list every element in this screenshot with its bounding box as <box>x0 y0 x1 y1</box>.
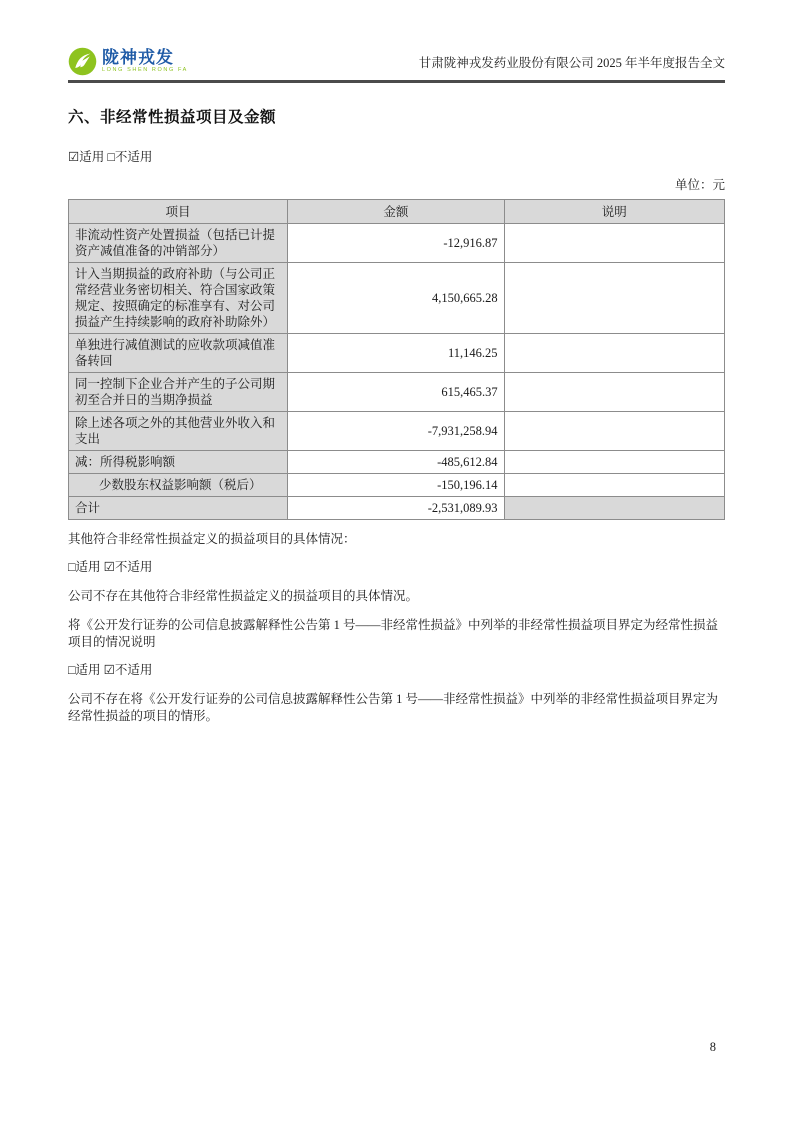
reclassification-applicability: □适用 ☑不适用 <box>68 663 153 677</box>
amount-cell: 4,150,665.28 <box>288 263 504 334</box>
table-row <box>69 474 725 497</box>
other-items-applicability: □适用 ☑不适用 <box>68 560 153 574</box>
note-cell <box>504 334 724 373</box>
table-row <box>69 412 725 451</box>
col-header-amount: 金额 <box>288 200 504 224</box>
table-row <box>69 224 725 263</box>
section-applicability: ☑适用 □不适用 <box>68 150 153 164</box>
note-cell <box>504 224 724 263</box>
table-row <box>69 451 725 474</box>
other-items-heading: 其他符合非经常性损益定义的损益项目的具体情况： <box>68 532 356 546</box>
note-cell <box>504 412 724 451</box>
table-header-row <box>69 200 725 224</box>
brand-subtitle: LONG SHEN RONG FA <box>102 67 188 74</box>
amount-cell: -12,916.87 <box>288 224 504 263</box>
note-cell <box>504 451 724 474</box>
brand-name: 陇神戎发 <box>102 48 174 68</box>
note-cell <box>504 263 724 334</box>
amount-cell: 11,146.25 <box>288 334 504 373</box>
company-logo <box>68 47 188 76</box>
item-cell: 合计 <box>69 497 288 520</box>
col-header-item: 项目 <box>69 200 288 224</box>
page-header <box>68 45 725 83</box>
item-cell: 单独进行减值测试的应收款项减值准备转回 <box>69 334 288 373</box>
other-items-statement: 公司不存在其他符合非经常性损益定义的损益项目的具体情况。 <box>68 589 419 603</box>
table-row <box>69 334 725 373</box>
reclassification-statement: 公司不存在将《公开发行证券的公司信息披露解释性公告第 1 号——非经常性损益》中列举的非经常性损益项目界定为经常性损益的项目的情形。 <box>68 692 719 723</box>
amount-cell: 615,465.37 <box>288 373 504 412</box>
item-cell: 减：所得税影响额 <box>69 451 288 474</box>
amount-cell: -7,931,258.94 <box>288 412 504 451</box>
amount-cell: -485,612.84 <box>288 451 504 474</box>
table-row <box>69 263 725 334</box>
section-title: 六、非经常性损益项目及金额 <box>68 109 277 126</box>
reclassification-heading: 将《公开发行证券的公司信息披露解释性公告第 1 号——非经常性损益》中列举的非经常性损益项目界定为经常性损益项目的情况说明 <box>68 618 719 649</box>
col-header-note: 说明 <box>504 200 724 224</box>
item-cell: 同一控制下企业合并产生的子公司期初至合并日的当期净损益 <box>69 373 288 412</box>
table-total-row <box>69 497 725 520</box>
unit-label: 单位：元 <box>674 178 725 192</box>
non-recurring-pnl-table <box>68 199 725 520</box>
note-cell <box>504 474 724 497</box>
item-cell: 少数股东权益影响额（税后） <box>69 474 288 497</box>
item-cell: 非流动性资产处置损益（包括已计提资产减值准备的冲销部分） <box>69 224 288 263</box>
amount-cell: -2,531,089.93 <box>288 497 504 520</box>
report-title: 甘肃陇神戎发药业股份有限公司 2025 年半年度报告全文 <box>418 55 725 70</box>
item-cell: 除上述各项之外的其他营业外收入和支出 <box>69 412 288 451</box>
item-cell: 计入当期损益的政府补助（与公司正常经营业务密切相关、符合国家政策规定、按照确定的标准享有、对公司损益产生持续影响的政府补助除外） <box>69 263 288 334</box>
note-cell <box>504 497 724 520</box>
table-row <box>69 373 725 412</box>
note-cell <box>504 373 724 412</box>
logo-mark-icon <box>68 47 97 76</box>
page-number: 8 <box>709 1040 716 1054</box>
amount-cell: -150,196.14 <box>288 474 504 497</box>
